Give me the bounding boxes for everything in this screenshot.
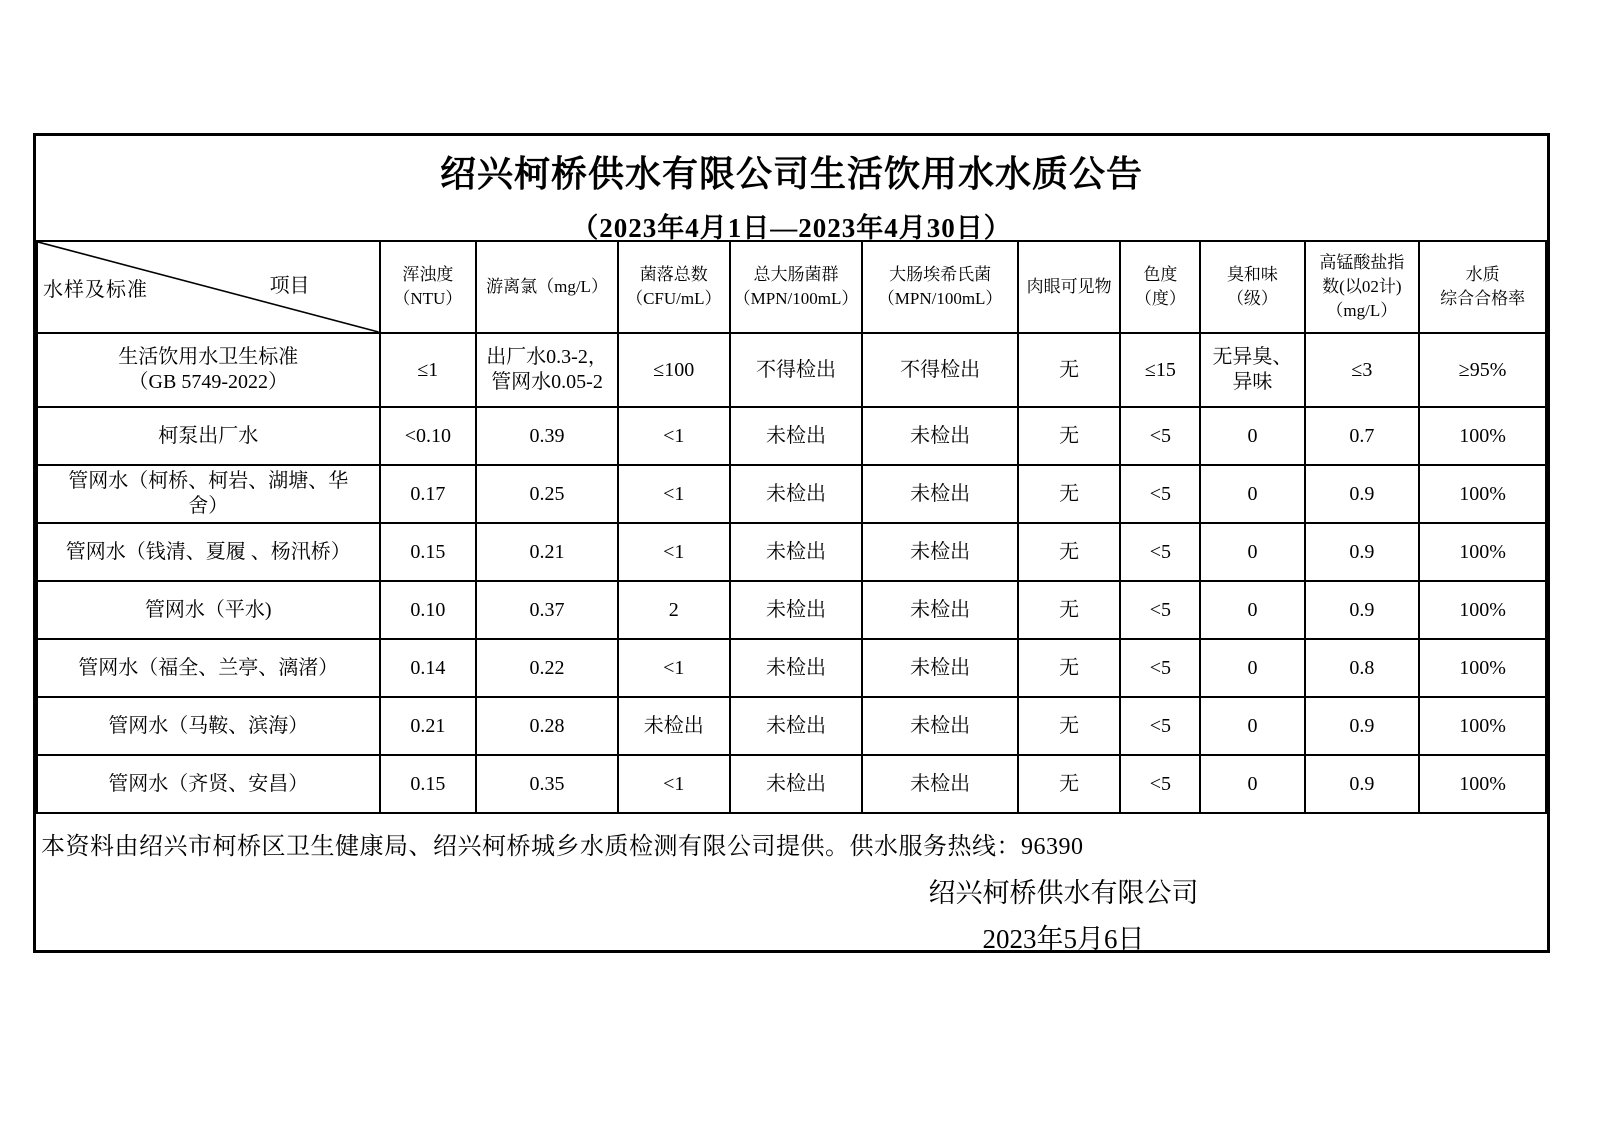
value-cell-r0-c4: 不得检出 xyxy=(862,333,1017,407)
value-cell-r3-c3: 未检出 xyxy=(730,523,863,581)
value-cell-r6-c6: <5 xyxy=(1120,697,1200,755)
value-cell-r6-c5: 无 xyxy=(1018,697,1121,755)
row-name-cell: 管网水（平水) xyxy=(37,581,380,639)
value-cell-r2-c7: 0 xyxy=(1200,465,1304,523)
row-name-cell: 管网水（齐贤、安昌） xyxy=(37,755,380,813)
value-cell-r7-c3: 未检出 xyxy=(730,755,863,813)
corner-header-cell xyxy=(37,241,380,333)
value-cell-r7-c5: 无 xyxy=(1018,755,1121,813)
value-cell-r2-c4: 未检出 xyxy=(862,465,1017,523)
column-header-5: 肉眼可见物 xyxy=(1018,241,1121,333)
value-cell-r7-c6: <5 xyxy=(1120,755,1200,813)
column-header-3: 总大肠菌群 （MPN/100mL） xyxy=(730,241,863,333)
value-cell-r4-c1: 0.37 xyxy=(476,581,618,639)
value-cell-r3-c8: 0.9 xyxy=(1305,523,1420,581)
column-header-0: 浑浊度 （NTU） xyxy=(380,241,477,333)
value-cell-r5-c6: <5 xyxy=(1120,639,1200,697)
value-cell-r1-c3: 未检出 xyxy=(730,407,863,465)
value-cell-r1-c8: 0.7 xyxy=(1305,407,1420,465)
value-cell-r7-c0: 0.15 xyxy=(380,755,477,813)
value-cell-r5-c1: 0.22 xyxy=(476,639,618,697)
value-cell-r4-c7: 0 xyxy=(1200,581,1304,639)
value-cell-r3-c0: 0.15 xyxy=(380,523,477,581)
column-header-1: 游离氯（mg/L） xyxy=(476,241,618,333)
table-row-1 xyxy=(37,407,1546,465)
value-cell-r6-c3: 未检出 xyxy=(730,697,863,755)
value-cell-r1-c7: 0 xyxy=(1200,407,1304,465)
value-cell-r0-c2: ≤100 xyxy=(618,333,730,407)
footer-note: 本资料由绍兴市柯桥区卫生健康局、绍兴柯桥城乡水质检测有限公司提供。供水服务热线：96390 xyxy=(41,834,1084,860)
table-row-4 xyxy=(37,581,1546,639)
value-cell-r6-c9: 100% xyxy=(1419,697,1546,755)
value-cell-r7-c8: 0.9 xyxy=(1305,755,1420,813)
table-header-row xyxy=(37,241,1546,333)
value-cell-r2-c0: 0.17 xyxy=(380,465,477,523)
column-header-6: 色度 （度） xyxy=(1120,241,1200,333)
value-cell-r2-c6: <5 xyxy=(1120,465,1200,523)
row-name-cell: 管网水（钱清、夏履 、杨汛桥） xyxy=(37,523,380,581)
value-cell-r2-c2: <1 xyxy=(618,465,730,523)
value-cell-r1-c2: <1 xyxy=(618,407,730,465)
column-header-9: 水质 综合合格率 xyxy=(1419,241,1546,333)
value-cell-r4-c8: 0.9 xyxy=(1305,581,1420,639)
column-header-8: 高锰酸盐指 数(以02计) （mg/L） xyxy=(1305,241,1420,333)
value-cell-r4-c9: 100% xyxy=(1419,581,1546,639)
column-header-7: 臭和味 （级） xyxy=(1200,241,1304,333)
column-header-4: 大肠埃希氏菌 （MPN/100mL） xyxy=(862,241,1017,333)
value-cell-r2-c5: 无 xyxy=(1018,465,1121,523)
water-quality-table xyxy=(36,240,1547,814)
value-cell-r1-c6: <5 xyxy=(1120,407,1200,465)
value-cell-r3-c9: 100% xyxy=(1419,523,1546,581)
signature-company: 绍兴柯桥供水有限公司 xyxy=(928,878,1199,908)
value-cell-r7-c4: 未检出 xyxy=(862,755,1017,813)
value-cell-r3-c5: 无 xyxy=(1018,523,1121,581)
column-header-2: 菌落总数 （CFU/mL） xyxy=(618,241,730,333)
value-cell-r7-c9: 100% xyxy=(1419,755,1546,813)
value-cell-r5-c0: 0.14 xyxy=(380,639,477,697)
value-cell-r5-c7: 0 xyxy=(1200,639,1304,697)
value-cell-r0-c5: 无 xyxy=(1018,333,1121,407)
value-cell-r3-c2: <1 xyxy=(618,523,730,581)
value-cell-r5-c2: <1 xyxy=(618,639,730,697)
value-cell-r4-c0: 0.10 xyxy=(380,581,477,639)
row-name-cell: 管网水（福全、兰亭、漓渚） xyxy=(37,639,380,697)
value-cell-r1-c1: 0.39 xyxy=(476,407,618,465)
row-name-cell: 柯泵出厂水 xyxy=(37,407,380,465)
value-cell-r3-c6: <5 xyxy=(1120,523,1200,581)
value-cell-r4-c3: 未检出 xyxy=(730,581,863,639)
value-cell-r5-c8: 0.8 xyxy=(1305,639,1420,697)
value-cell-r6-c7: 0 xyxy=(1200,697,1304,755)
value-cell-r2-c3: 未检出 xyxy=(730,465,863,523)
signature-date: 2023年5月6日 xyxy=(982,924,1145,954)
table-row-2 xyxy=(37,465,1546,523)
table-row-3 xyxy=(37,523,1546,581)
value-cell-r0-c3: 不得检出 xyxy=(730,333,863,407)
value-cell-r7-c2: <1 xyxy=(618,755,730,813)
page-subtitle: （2023年4月1日—2023年4月30日） xyxy=(571,213,1012,243)
table-row-0 xyxy=(37,333,1546,407)
value-cell-r4-c6: <5 xyxy=(1120,581,1200,639)
value-cell-r6-c8: 0.9 xyxy=(1305,697,1420,755)
title-area xyxy=(36,136,1547,243)
value-cell-r6-c4: 未检出 xyxy=(862,697,1017,755)
value-cell-r1-c5: 无 xyxy=(1018,407,1121,465)
row-name-cell: 管网水（柯桥、柯岩、湖塘、华 舍） xyxy=(37,465,380,523)
value-cell-r2-c1: 0.25 xyxy=(476,465,618,523)
table-row-7 xyxy=(37,755,1546,813)
value-cell-r0-c6: ≤15 xyxy=(1120,333,1200,407)
value-cell-r5-c5: 无 xyxy=(1018,639,1121,697)
value-cell-r7-c1: 0.35 xyxy=(476,755,618,813)
value-cell-r1-c9: 100% xyxy=(1419,407,1546,465)
value-cell-r3-c7: 0 xyxy=(1200,523,1304,581)
value-cell-r4-c4: 未检出 xyxy=(862,581,1017,639)
value-cell-r4-c5: 无 xyxy=(1018,581,1121,639)
value-cell-r0-c7: 无异臭、 异味 xyxy=(1200,333,1304,407)
table-row-6 xyxy=(37,697,1546,755)
value-cell-r3-c1: 0.21 xyxy=(476,523,618,581)
row-name-cell: 生活饮用水卫生标准 （GB 5749-2022） xyxy=(37,333,380,407)
row-name-cell: 管网水（马鞍、滨海） xyxy=(37,697,380,755)
value-cell-r2-c8: 0.9 xyxy=(1305,465,1420,523)
value-cell-r0-c1: 出厂水0.3-2， 管网水0.05-2 xyxy=(476,333,618,407)
corner-label-sample: 水样及标准 xyxy=(43,279,148,302)
value-cell-r0-c8: ≤3 xyxy=(1305,333,1420,407)
value-cell-r6-c1: 0.28 xyxy=(476,697,618,755)
value-cell-r2-c9: 100% xyxy=(1419,465,1546,523)
footer-area xyxy=(36,826,1547,964)
table-row-5 xyxy=(37,639,1546,697)
value-cell-r6-c0: 0.21 xyxy=(380,697,477,755)
value-cell-r0-c0: ≤1 xyxy=(380,333,477,407)
value-cell-r4-c2: 2 xyxy=(618,581,730,639)
value-cell-r7-c7: 0 xyxy=(1200,755,1304,813)
value-cell-r0-c9: ≥95% xyxy=(1419,333,1546,407)
value-cell-r5-c9: 100% xyxy=(1419,639,1546,697)
water-quality-announcement xyxy=(33,133,1550,953)
value-cell-r5-c4: 未检出 xyxy=(862,639,1017,697)
page-title: 绍兴柯桥供水有限公司生活饮用水水质公告 xyxy=(439,154,1143,194)
value-cell-r3-c4: 未检出 xyxy=(862,523,1017,581)
value-cell-r5-c3: 未检出 xyxy=(730,639,863,697)
value-cell-r1-c0: <0.10 xyxy=(380,407,477,465)
value-cell-r1-c4: 未检出 xyxy=(862,407,1017,465)
corner-label-item: 项目 xyxy=(269,274,310,297)
value-cell-r6-c2: 未检出 xyxy=(618,697,730,755)
